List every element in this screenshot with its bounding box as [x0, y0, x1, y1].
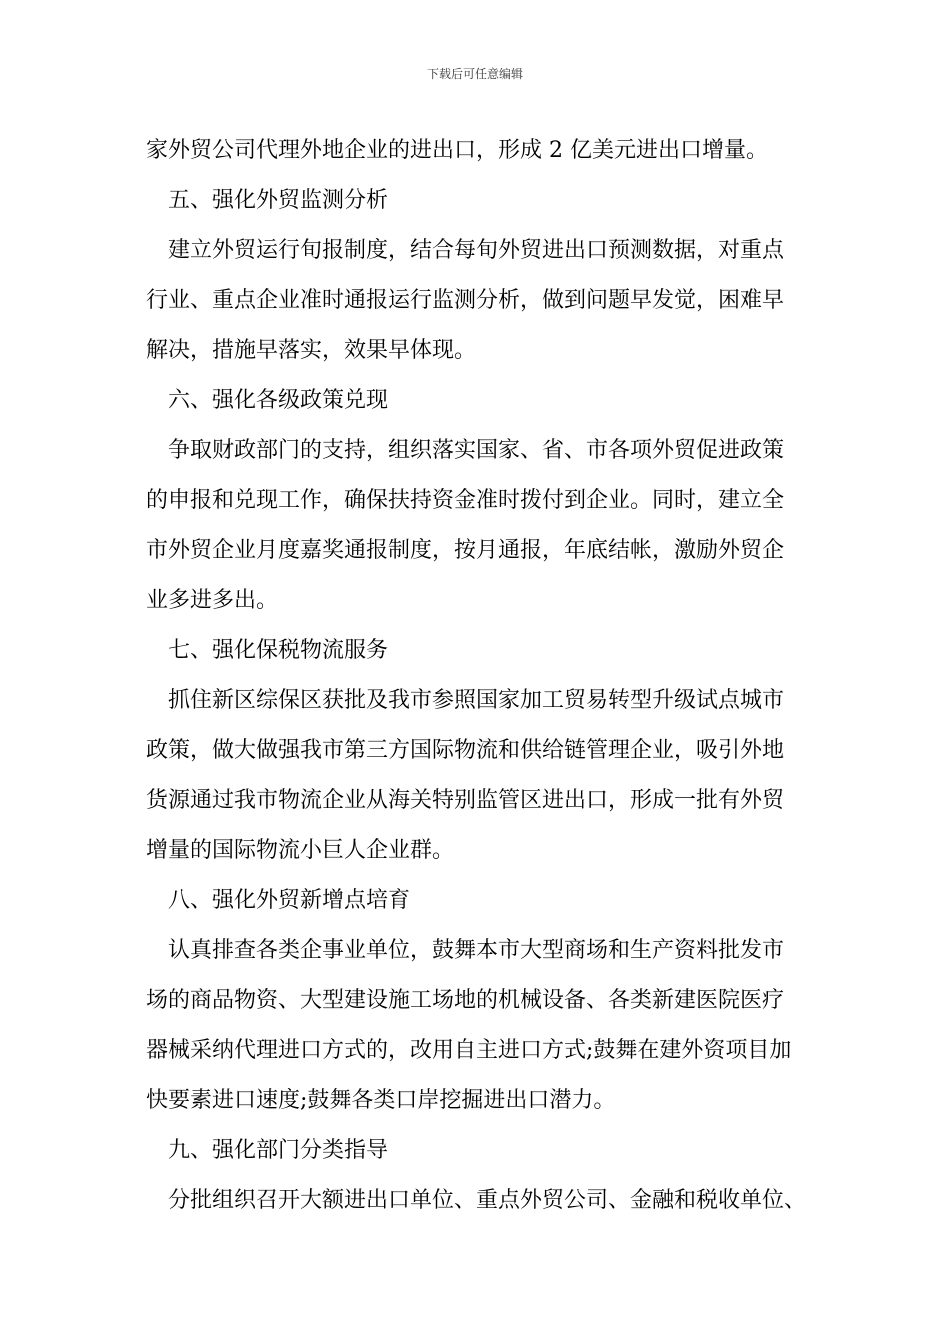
paragraph-line: 认真排查各类企事业单位，鼓舞本市大型商场和生产资料批发市 [168, 938, 785, 963]
section-heading: 九、强化部门分类指导 [168, 1138, 389, 1163]
document-body [146, 126, 822, 1226]
paragraph-line: 抓住新区综保区获批及我市参照国家加工贸易转型升级试点城市 [168, 688, 785, 713]
header-note: 下载后可任意编辑 [426, 67, 523, 81]
section-heading: 五、强化外贸监测分析 [168, 188, 389, 213]
paragraph-line: 家外贸公司代理外地企业的进出口，形成 2 亿美元进出口增量。 [146, 138, 768, 163]
paragraph-line: 业多进多出。 [146, 588, 279, 613]
section-heading: 八、强化外贸新增点培育 [168, 888, 411, 913]
paragraph-line: 场的商品物资、大型建设施工场地的机械设备、各类新建医院医疗 [146, 988, 785, 1013]
section-heading: 七、强化保税物流服务 [168, 638, 389, 663]
paragraph-line: 市外贸企业月度嘉奖通报制度，按月通报，年底结帐，激励外贸企 [146, 538, 785, 563]
paragraph-line: 的申报和兑现工作，确保扶持资金准时拨付到企业。同时，建立全 [146, 488, 785, 513]
paragraph-line: 货源通过我市物流企业从海关特别监管区进出口，形成一批有外贸 [146, 788, 785, 813]
paragraph-line: 快要素进口速度;鼓舞各类口岸挖掘进出口潜力。 [146, 1088, 616, 1113]
paragraph-line: 增量的国际物流小巨人企业群。 [146, 838, 455, 863]
paragraph-line: 器械采纳代理进口方式的，改用自主进口方式;鼓舞在建外资项目加 [146, 1038, 792, 1063]
paragraph-line: 建立外贸运行旬报制度，结合每旬外贸进出口预测数据，对重点 [168, 238, 785, 263]
paragraph-line: 行业、重点企业准时通报运行监测分析，做到问题早发觉，困难早 [146, 288, 785, 313]
section-heading: 六、强化各级政策兑现 [168, 388, 389, 413]
paragraph-line: 解决，措施早落实，效果早体现。 [146, 338, 477, 363]
paragraph-line: 政策，做大做强我市第三方国际物流和供给链管理企业，吸引外地 [146, 738, 785, 763]
paragraph-line: 争取财政部门的支持，组织落实国家、省、市各项外贸促进政策 [168, 438, 785, 463]
paragraph-line: 分批组织召开大额进出口单位、重点外贸公司、金融和税收单位、 [168, 1188, 807, 1213]
